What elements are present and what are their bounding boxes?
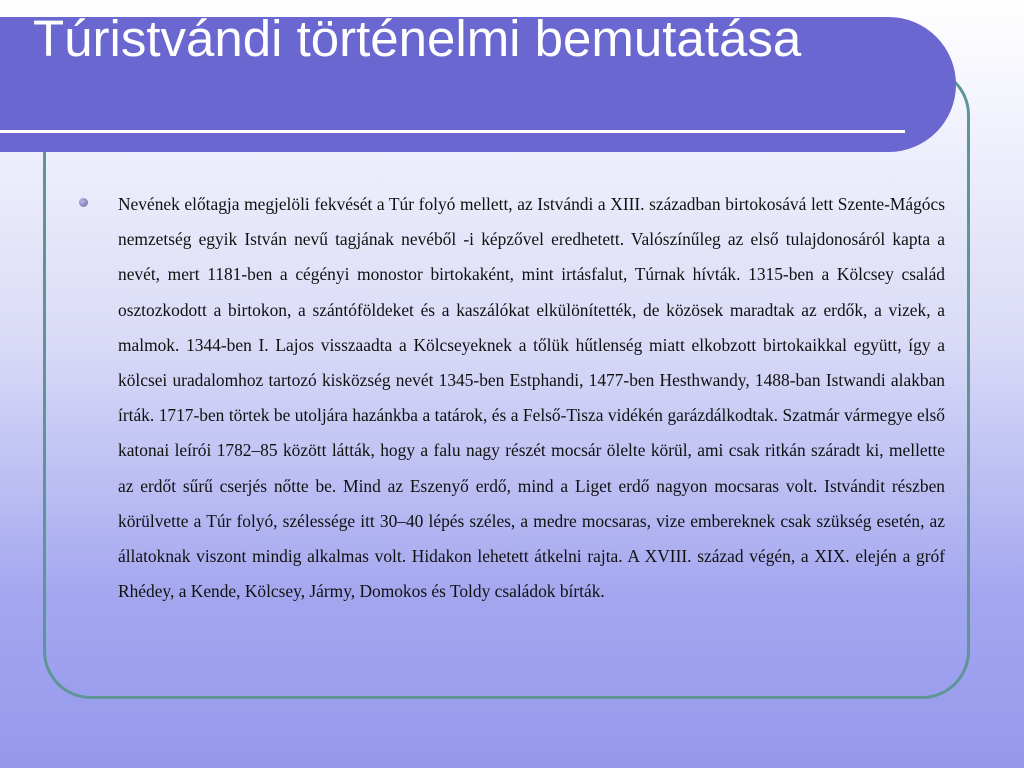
slide-title: Túristvándi történelmi bemutatása xyxy=(33,10,802,67)
bullet-text: Nevének előtagja megjelöli fekvését a Túr folyó mellett, az Istvándi a XIII. században birtokosává lett Szente-Mágócs nemzetség egyik István nevű tagjának nevéből -i képzővel eredhetett. Valószínűleg az első tulajdonosáról kapta a nevét, mert 1181-ben a cégényi monostor birtokaként, mint irtásfalut, Túrnak hívták. 1315-ben a Kölcsey család osztozkodott a birtokon, a szántóföldeket és a kaszálókat elkülönítették, de közösek maradtak az erdők, a vizek, a malmok. 1344-ben I. Lajos visszaadta a Kölcseyeknek a tőlük hűtlenség miatt elkobzott birtokaikkal együtt, így a kölcsei uradalomhoz tartozó kisközség nevét 1345-ben Estphandi, 1477-ben Hesthwandy, 1488-ban Istwandi alakban írták. 1717-ben törtek be utoljára hazánkba a tatárok, és a Felső-Tisza vidékén garázdálkodtak. Szatmár vármegye első katonai leírói 1782–85 között látták, hogy a falu nagy részét mocsár ölelte körül, ami csak ritkán száradt ki, mellette az erdőt sűrű cserjés nőtte be. Mind az Eszenyő erdő, mind a Liget erdő nagyon mocsaras volt. Istvándit részben körülvette a Túr folyó, szélessége itt 30–40 lépés széles, a medre mocsaras, vize embereknek csak szükség esetén, az állatoknak viszont mindig alkalmas volt. Hidakon lehetett átkelni rajta. A XVIII. század végén, a XIX. elején a gróf Rhédey, a Kende, Kölcsey, Jármy, Domokos és Toldy családok bírták. xyxy=(118,194,945,602)
bullet-icon xyxy=(79,198,88,207)
title-underline xyxy=(0,130,905,133)
